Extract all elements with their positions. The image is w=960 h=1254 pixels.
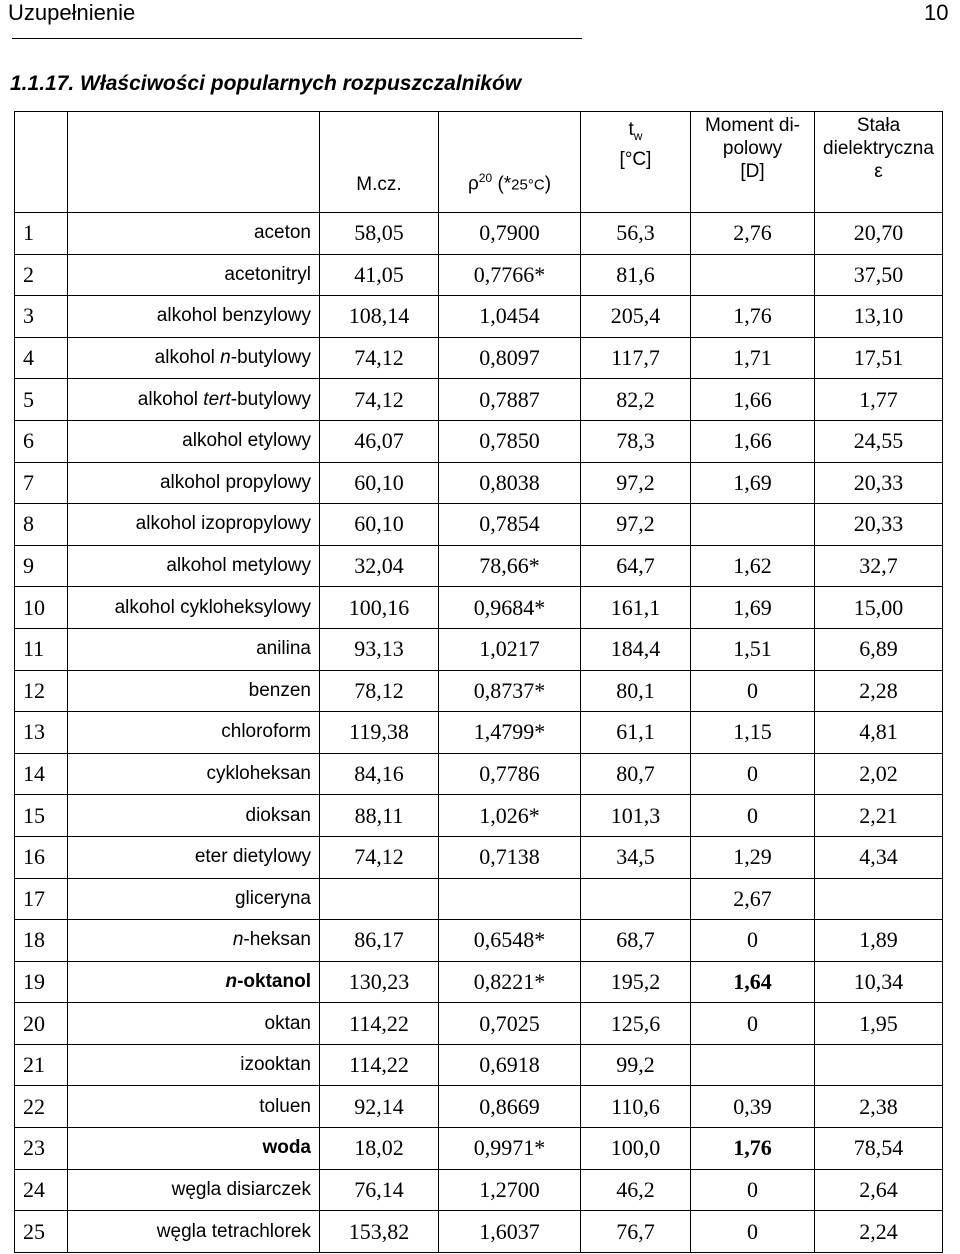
- table-row: [15, 712, 943, 754]
- solvent-name-part: aceton: [253, 222, 311, 244]
- molar-mass-cell: 60,10: [320, 504, 439, 546]
- row-index: 11: [15, 628, 68, 670]
- dielectric-constant-cell: 17,51: [815, 337, 943, 379]
- solvent-name-part: alkohol propylowy: [159, 471, 311, 493]
- page-number: 10: [924, 0, 949, 25]
- molar-mass-cell: 78,12: [320, 670, 439, 712]
- solvent-name: [68, 296, 320, 338]
- solvent-name: [68, 920, 320, 962]
- table-row: [15, 462, 943, 504]
- density-cell: 1,6037: [439, 1211, 581, 1253]
- boiling-point-cell: 97,2: [581, 462, 691, 504]
- solvent-name: [68, 1169, 320, 1211]
- rho-superscript: 20: [478, 170, 493, 185]
- row-index: 9: [15, 545, 68, 587]
- dielectric-constant-cell: 24,55: [815, 420, 943, 462]
- dielectric-constant-cell: 32,7: [815, 545, 943, 587]
- table-row: [15, 587, 943, 629]
- dipole-moment-cell: 0: [691, 1211, 815, 1253]
- solvent-name-part: acetonitryl: [224, 263, 311, 285]
- header-index: [15, 112, 68, 213]
- dielectric-constant-cell: 6,89: [815, 628, 943, 670]
- molar-mass-cell: 58,05: [320, 213, 439, 255]
- density-cell: 0,7138: [439, 836, 581, 878]
- molar-mass-cell: 32,04: [320, 545, 439, 587]
- solvent-name-part: alkohol metylowy: [166, 555, 311, 577]
- dipole-moment-cell: 1,29: [691, 836, 815, 878]
- density-cell: 1,2700: [439, 1169, 581, 1211]
- row-index: 23: [15, 1128, 68, 1170]
- dipole-moment-cell: 0: [691, 1169, 815, 1211]
- solvent-name-part: eter dietylowy: [194, 846, 311, 868]
- boiling-point-cell: 68,7: [581, 920, 691, 962]
- table-row: [15, 1003, 943, 1045]
- dielectric-constant-cell: 2,02: [815, 753, 943, 795]
- row-index: 4: [15, 337, 68, 379]
- boiling-point-cell: 80,1: [581, 670, 691, 712]
- eps-line2: dielektryczna: [823, 138, 934, 159]
- dipole-line2: polowy: [722, 138, 783, 159]
- solvent-name-part: gliceryna: [234, 887, 311, 909]
- dielectric-constant-cell: 15,00: [815, 587, 943, 629]
- solvent-name-part: n: [232, 929, 244, 951]
- density-cell: 0,8097: [439, 337, 581, 379]
- solvent-name: [68, 587, 320, 629]
- dielectric-constant-cell: 2,24: [815, 1211, 943, 1253]
- solvent-name: [68, 670, 320, 712]
- molar-mass-cell: 114,22: [320, 1044, 439, 1086]
- dipole-moment-cell: 2,67: [691, 878, 815, 920]
- molar-mass-cell: 108,14: [320, 296, 439, 338]
- table-header-row: [15, 112, 943, 213]
- density-cell: 1,4799*: [439, 712, 581, 754]
- boiling-point-cell: 78,3: [581, 420, 691, 462]
- table-row: [15, 254, 943, 296]
- section-title: 1.1.17. Właściwości popularnych rozpuszczalników: [10, 72, 522, 95]
- molar-mass-cell: 74,12: [320, 836, 439, 878]
- dipole-moment-cell: 0: [691, 753, 815, 795]
- dielectric-constant-cell: 4,81: [815, 712, 943, 754]
- solvent-properties-table: [14, 111, 943, 1253]
- table-row: [15, 420, 943, 462]
- solvent-name: [68, 1044, 320, 1086]
- mw-label: M.cz.: [356, 174, 402, 195]
- solvent-name-part: woda: [262, 1137, 311, 1159]
- density-cell: 0,7025: [439, 1003, 581, 1045]
- dipole-moment-cell: 0: [691, 920, 815, 962]
- molar-mass-cell: 60,10: [320, 462, 439, 504]
- solvent-name-part: tert: [203, 388, 231, 410]
- header-dielectric-constant: [815, 112, 943, 213]
- table-row: [15, 670, 943, 712]
- molar-mass-cell: 92,14: [320, 1086, 439, 1128]
- dipole-line3: [D]: [740, 161, 765, 182]
- row-index: 15: [15, 795, 68, 837]
- rho-note-open: (*: [497, 173, 512, 194]
- rho-symbol: ρ: [467, 173, 479, 194]
- dipole-moment-cell: 1,76: [691, 296, 815, 338]
- header-dipole-moment: [691, 112, 815, 213]
- solvent-name-part: oktan: [264, 1012, 311, 1034]
- density-cell: 0,7766*: [439, 254, 581, 296]
- header-name: [68, 112, 320, 213]
- dipole-moment-cell: 1,51: [691, 628, 815, 670]
- dielectric-constant-cell: 2,64: [815, 1169, 943, 1211]
- molar-mass-cell: [320, 878, 439, 920]
- boiling-point-cell: 125,6: [581, 1003, 691, 1045]
- header-rule: [12, 38, 582, 39]
- dipole-moment-cell: [691, 1044, 815, 1086]
- density-cell: 0,8737*: [439, 670, 581, 712]
- table-row: [15, 1169, 943, 1211]
- dipole-moment-cell: 1,66: [691, 379, 815, 421]
- boiling-point-cell: 100,0: [581, 1128, 691, 1170]
- dielectric-constant-cell: 2,38: [815, 1086, 943, 1128]
- density-cell: 0,8038: [439, 462, 581, 504]
- dipole-line1: Moment di-: [704, 115, 801, 136]
- density-cell: 1,0217: [439, 628, 581, 670]
- boiling-point-cell: 80,7: [581, 753, 691, 795]
- dielectric-constant-cell: 13,10: [815, 296, 943, 338]
- rho-note-temp: 25°C: [511, 176, 545, 193]
- solvent-name: [68, 545, 320, 587]
- density-cell: 0,7900: [439, 213, 581, 255]
- solvent-name: [68, 379, 320, 421]
- dielectric-constant-cell: 37,50: [815, 254, 943, 296]
- table-row: [15, 1211, 943, 1253]
- table-row: [15, 379, 943, 421]
- dielectric-constant-cell: 78,54: [815, 1128, 943, 1170]
- dipole-moment-cell: 1,69: [691, 462, 815, 504]
- molar-mass-cell: 88,11: [320, 795, 439, 837]
- boiling-point-cell: 184,4: [581, 628, 691, 670]
- molar-mass-cell: 119,38: [320, 712, 439, 754]
- dipole-moment-cell: 1,76: [691, 1128, 815, 1170]
- density-cell: 0,8669: [439, 1086, 581, 1128]
- header-boiling-point: [581, 112, 691, 213]
- table-body: [15, 213, 943, 1253]
- header-title: Uzupełnienie: [8, 0, 136, 25]
- solvent-name-part: izooktan: [240, 1054, 311, 1076]
- boiling-point-cell: 117,7: [581, 337, 691, 379]
- solvent-name: [68, 213, 320, 255]
- solvent-name-part: węgla tetrachlorek: [156, 1220, 311, 1242]
- solvent-name: [68, 795, 320, 837]
- solvent-name: [68, 462, 320, 504]
- boiling-point-cell: 99,2: [581, 1044, 691, 1086]
- molar-mass-cell: 86,17: [320, 920, 439, 962]
- solvent-name-part: -butylowy: [230, 388, 311, 410]
- row-index: 20: [15, 1003, 68, 1045]
- molar-mass-cell: 74,12: [320, 379, 439, 421]
- molar-mass-cell: 76,14: [320, 1169, 439, 1211]
- solvent-name: [68, 420, 320, 462]
- solvent-name: [68, 712, 320, 754]
- solvent-name: [68, 878, 320, 920]
- density-cell: 0,7854: [439, 504, 581, 546]
- row-index: 2: [15, 254, 68, 296]
- row-index: 18: [15, 920, 68, 962]
- boiling-point-cell: 205,4: [581, 296, 691, 338]
- density-cell: 0,6548*: [439, 920, 581, 962]
- dielectric-constant-cell: 2,28: [815, 670, 943, 712]
- solvent-name: [68, 1003, 320, 1045]
- solvent-name: [68, 836, 320, 878]
- table-row: [15, 878, 943, 920]
- dielectric-constant-cell: 4,34: [815, 836, 943, 878]
- dipole-moment-cell: [691, 254, 815, 296]
- boiling-point-cell: 161,1: [581, 587, 691, 629]
- dielectric-constant-cell: 10,34: [815, 961, 943, 1003]
- dipole-moment-cell: 0,39: [691, 1086, 815, 1128]
- dielectric-constant-cell: [815, 878, 943, 920]
- density-cell: 0,8221*: [439, 961, 581, 1003]
- solvent-name-part: alkohol: [137, 388, 204, 410]
- table-row: [15, 1086, 943, 1128]
- row-index: 7: [15, 462, 68, 504]
- boiling-point-cell: 110,6: [581, 1086, 691, 1128]
- row-index: 19: [15, 961, 68, 1003]
- dielectric-constant-cell: 2,21: [815, 795, 943, 837]
- molar-mass-cell: 18,02: [320, 1128, 439, 1170]
- molar-mass-cell: 46,07: [320, 420, 439, 462]
- density-cell: 0,7850: [439, 420, 581, 462]
- density-cell: [439, 878, 581, 920]
- table-row: [15, 961, 943, 1003]
- table-row: [15, 337, 943, 379]
- dipole-moment-cell: 0: [691, 1003, 815, 1045]
- row-index: 13: [15, 712, 68, 754]
- molar-mass-cell: 100,16: [320, 587, 439, 629]
- row-index: 12: [15, 670, 68, 712]
- molar-mass-cell: 74,12: [320, 337, 439, 379]
- dipole-moment-cell: 2,76: [691, 213, 815, 255]
- dipole-moment-cell: 0: [691, 795, 815, 837]
- dielectric-constant-cell: 20,70: [815, 213, 943, 255]
- solvent-name: [68, 961, 320, 1003]
- dipole-moment-cell: 1,62: [691, 545, 815, 587]
- boiling-point-cell: [581, 878, 691, 920]
- row-index: 1: [15, 213, 68, 255]
- dipole-moment-cell: 1,71: [691, 337, 815, 379]
- row-index: 5: [15, 379, 68, 421]
- table-row: [15, 296, 943, 338]
- solvent-name-part: alkohol izopropylowy: [135, 513, 311, 535]
- tw-subscript: w: [633, 128, 643, 143]
- molar-mass-cell: 114,22: [320, 1003, 439, 1045]
- boiling-point-cell: 81,6: [581, 254, 691, 296]
- solvent-name-part: alkohol cykloheksylowy: [114, 596, 311, 618]
- solvent-name: [68, 337, 320, 379]
- table-row: [15, 795, 943, 837]
- dipole-moment-cell: 0: [691, 670, 815, 712]
- dipole-moment-cell: 1,69: [691, 587, 815, 629]
- boiling-point-cell: 101,3: [581, 795, 691, 837]
- dielectric-constant-cell: 20,33: [815, 504, 943, 546]
- solvent-name-part: n: [225, 970, 238, 992]
- header-mw: [320, 112, 439, 213]
- boiling-point-cell: 97,2: [581, 504, 691, 546]
- dielectric-constant-cell: 20,33: [815, 462, 943, 504]
- solvent-name: [68, 1211, 320, 1253]
- header-density: [439, 112, 581, 213]
- solvent-name-part: alkohol: [154, 347, 221, 369]
- boiling-point-cell: 76,7: [581, 1211, 691, 1253]
- table-row: [15, 753, 943, 795]
- dielectric-constant-cell: 1,89: [815, 920, 943, 962]
- boiling-point-cell: 61,1: [581, 712, 691, 754]
- solvent-name: [68, 1086, 320, 1128]
- dipole-moment-cell: 1,15: [691, 712, 815, 754]
- row-index: 6: [15, 420, 68, 462]
- row-index: 14: [15, 753, 68, 795]
- molar-mass-cell: 153,82: [320, 1211, 439, 1253]
- table-row: [15, 628, 943, 670]
- solvent-name-part: -oktanol: [237, 970, 311, 992]
- table-row: [15, 1128, 943, 1170]
- boiling-point-cell: 195,2: [581, 961, 691, 1003]
- dielectric-constant-cell: [815, 1044, 943, 1086]
- solvent-name-part: dioksan: [245, 804, 311, 826]
- row-index: 24: [15, 1169, 68, 1211]
- solvent-name: [68, 504, 320, 546]
- row-index: 22: [15, 1086, 68, 1128]
- boiling-point-cell: 34,5: [581, 836, 691, 878]
- dielectric-constant-cell: 1,77: [815, 379, 943, 421]
- density-cell: 1,0454: [439, 296, 581, 338]
- row-index: 10: [15, 587, 68, 629]
- eps-line3: ε: [874, 161, 883, 182]
- dipole-moment-cell: 1,64: [691, 961, 815, 1003]
- row-index: 8: [15, 504, 68, 546]
- solvent-name-part: -butylowy: [230, 347, 311, 369]
- solvent-name: [68, 628, 320, 670]
- dipole-moment-cell: 1,66: [691, 420, 815, 462]
- solvent-name-part: alkohol benzylowy: [156, 305, 311, 327]
- dielectric-constant-cell: 1,95: [815, 1003, 943, 1045]
- solvent-name-part: cykloheksan: [206, 763, 311, 785]
- density-cell: 0,9971*: [439, 1128, 581, 1170]
- solvent-name-part: węgla disiarczek: [171, 1178, 311, 1200]
- tw-symbol: t: [628, 119, 634, 140]
- molar-mass-cell: 130,23: [320, 961, 439, 1003]
- table-row: [15, 836, 943, 878]
- density-cell: 0,6918: [439, 1044, 581, 1086]
- molar-mass-cell: 93,13: [320, 628, 439, 670]
- row-index: 25: [15, 1211, 68, 1253]
- solvent-name: [68, 254, 320, 296]
- row-index: 17: [15, 878, 68, 920]
- eps-line1: Stała: [856, 115, 901, 136]
- row-index: 3: [15, 296, 68, 338]
- rho-note-close: ): [544, 173, 552, 194]
- solvent-name-part: benzen: [248, 679, 311, 701]
- table-row: [15, 213, 943, 255]
- boiling-point-cell: 46,2: [581, 1169, 691, 1211]
- solvent-name-part: toluen: [259, 1095, 311, 1117]
- molar-mass-cell: 84,16: [320, 753, 439, 795]
- boiling-point-cell: 56,3: [581, 213, 691, 255]
- table-row: [15, 1044, 943, 1086]
- solvent-name-part: chloroform: [221, 721, 311, 743]
- solvent-name: [68, 753, 320, 795]
- table-row: [15, 920, 943, 962]
- solvent-name-part: n: [220, 347, 231, 369]
- solvent-name-part: anilina: [256, 638, 311, 660]
- dipole-moment-cell: [691, 504, 815, 546]
- density-cell: 78,66*: [439, 545, 581, 587]
- table-row: [15, 545, 943, 587]
- density-cell: 0,7887: [439, 379, 581, 421]
- solvent-name-part: -heksan: [243, 929, 311, 951]
- row-index: 21: [15, 1044, 68, 1086]
- solvent-name: [68, 1128, 320, 1170]
- boiling-point-cell: 64,7: [581, 545, 691, 587]
- row-index: 16: [15, 836, 68, 878]
- tw-unit: [°C]: [619, 148, 652, 170]
- density-cell: 0,7786: [439, 753, 581, 795]
- solvent-name-part: alkohol etylowy: [182, 430, 311, 452]
- table-row: [15, 504, 943, 546]
- density-cell: 1,026*: [439, 795, 581, 837]
- density-cell: 0,9684*: [439, 587, 581, 629]
- boiling-point-cell: 82,2: [581, 379, 691, 421]
- molar-mass-cell: 41,05: [320, 254, 439, 296]
